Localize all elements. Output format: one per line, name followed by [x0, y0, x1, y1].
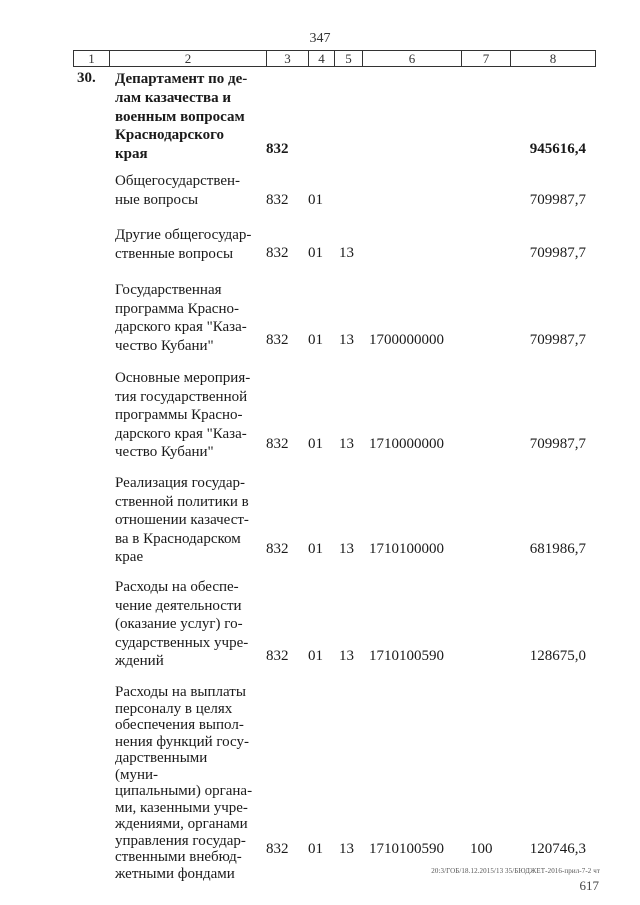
row-code-section: 01 [308, 245, 323, 261]
row-amount: 709987,7 [529, 192, 586, 208]
row-code-target: 1710100590 [369, 648, 444, 664]
column-header-table [73, 50, 596, 67]
row-code-subsection: 13 [339, 648, 354, 664]
row-amount: 709987,7 [529, 436, 586, 452]
header-col-7: 7 [462, 51, 511, 67]
row-number: 30. [77, 70, 96, 86]
row-name: Реализация государ- ственной политики в отношении казачест- ва в Краснодарском крае [115, 475, 249, 566]
row-code-subsection: 13 [339, 332, 354, 348]
row-code-ministry: 832 [266, 245, 289, 261]
row-code-target: 1710100590 [369, 841, 444, 857]
row-code-section: 01 [308, 541, 323, 557]
row-code-section: 01 [308, 192, 323, 208]
row-name: Другие общегосудар- ственные вопросы [115, 227, 252, 262]
row-code-ministry: 832 [266, 841, 289, 857]
row-code-ministry: 832 [266, 192, 289, 208]
row-code-subsection: 13 [339, 841, 354, 857]
header-col-6: 6 [363, 51, 462, 67]
row-code-ministry: 832 [266, 141, 289, 157]
header-col-8: 8 [511, 51, 596, 67]
row-code-expense-type: 100 [470, 841, 493, 857]
row-amount: 709987,7 [529, 332, 586, 348]
row-code-section: 01 [308, 841, 323, 857]
row-code-target: 1710100000 [369, 541, 444, 557]
row-code-ministry: 832 [266, 648, 289, 664]
row-code-subsection: 13 [339, 245, 354, 261]
row-code-ministry: 832 [266, 332, 289, 348]
row-name: Расходы на выплаты персоналу в целях обеспечения выпол- нения функций госу- дарственными (муни- ципальными) органа- ми, казенными учре- ждениями, органами управления государ- ственными внебюд- жетными фондами [115, 684, 253, 882]
header-col-4: 4 [309, 51, 335, 67]
header-col-1: 1 [74, 51, 110, 67]
row-code-section: 01 [308, 648, 323, 664]
row-code-section: 01 [308, 332, 323, 348]
footer-document-code: 20:3/ГОБ/18.12.2015/13 35/БЮДЖЕТ-2016-прил-7-2 чт [431, 867, 600, 875]
header-col-2: 2 [110, 51, 267, 67]
row-amount: 945616,4 [529, 141, 586, 157]
row-amount: 120746,3 [529, 841, 586, 857]
row-code-target: 1700000000 [369, 332, 444, 348]
row-name: Департамент по де- лам казачества и военным вопросам Краснодарского края [115, 71, 248, 163]
row-amount: 128675,0 [529, 648, 586, 664]
row-amount: 681986,7 [529, 541, 586, 557]
row-name: Основные мероприя- тия государственной программы Красно- дарского края "Каза- чество Кубани" [115, 370, 251, 461]
row-code-ministry: 832 [266, 541, 289, 557]
row-name: Общегосударствен- ные вопросы [115, 173, 241, 208]
header-col-3: 3 [267, 51, 309, 67]
footer-page-number: 617 [579, 878, 599, 893]
row-name: Расходы на обеспе- чение деятельности (оказание услуг) го- сударственных учре- ждений [115, 579, 249, 670]
row-name: Государственная программа Красно- дарского края "Каза- чество Кубани" [115, 282, 247, 354]
row-code-subsection: 13 [339, 541, 354, 557]
header-col-5: 5 [335, 51, 363, 67]
row-amount: 709987,7 [529, 245, 586, 261]
row-code-ministry: 832 [266, 436, 289, 452]
row-code-subsection: 13 [339, 436, 354, 452]
page-number-top: 347 [309, 31, 331, 46]
row-code-target: 1710000000 [369, 436, 444, 452]
row-code-section: 01 [308, 436, 323, 452]
